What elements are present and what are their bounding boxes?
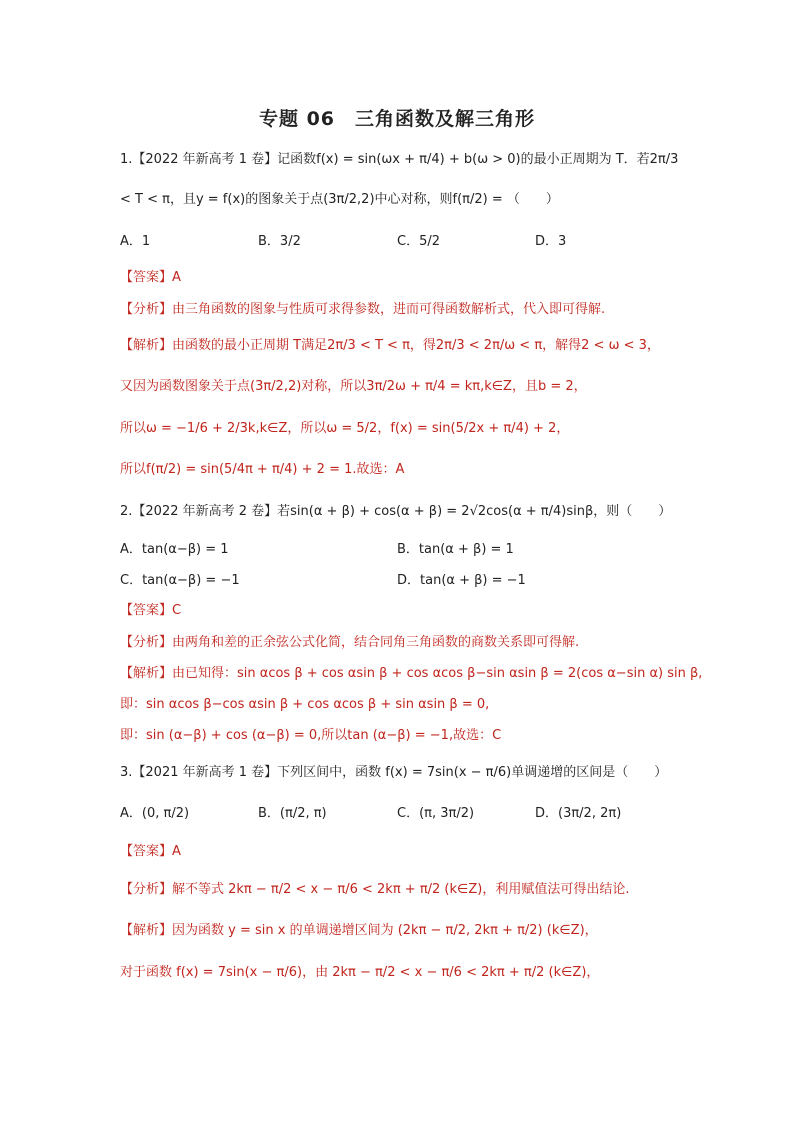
- q3-analysis: 【分析】解不等式 2kπ − π/2 < x − π/6 < 2kπ + π/2 (k∈Z)，利用赋值法可得出结论.: [120, 882, 630, 897]
- q2-option-b[interactable]: B．tan(α + β) = 1: [397, 542, 514, 557]
- q1-answer: 【答案】A: [120, 270, 181, 285]
- q3-option-c[interactable]: C．(π, 3π/2): [397, 806, 475, 821]
- q1-analysis: 【分析】由三角函数的图象与性质可求得参数，进而可得函数解析式，代入即可得解.: [120, 302, 606, 317]
- page-title: 专题 06 三角函数及解三角形: [258, 108, 536, 130]
- q2-option-d[interactable]: D．tan(α + β) = −1: [397, 573, 526, 588]
- q2-solution-line2: 即：sin αcos β−cos αsin β + cos αcos β + sin αsin β = 0,: [120, 697, 490, 712]
- q1-option-a[interactable]: A．1: [120, 234, 151, 249]
- q1-solution-line4: 所以f(π/2) = sin(5/4π + π/4) + 2 = 1.故选：A: [120, 462, 405, 477]
- q3-stem-line1: 3.【2021 年新高考 1 卷】下列区间中，函数 f(x) = 7sin(x − π/6)单调递增的区间是（ ）: [120, 765, 668, 780]
- q1-option-d[interactable]: D．3: [535, 234, 567, 249]
- q2-option-c[interactable]: C．tan(α−β) = −1: [120, 573, 240, 588]
- q1-option-c[interactable]: C．5/2: [397, 234, 440, 249]
- q2-option-a[interactable]: A．tan(α−β) = 1: [120, 542, 229, 557]
- q1-option-b[interactable]: B．3/2: [258, 234, 301, 249]
- q2-solution-line3: 即：sin (α−β) + cos (α−β) = 0,所以tan (α−β) = −1,故选：C: [120, 728, 502, 743]
- q3-option-a[interactable]: A．(0, π/2): [120, 806, 190, 821]
- q1-solution-line3: 所以ω = −1/6 + 2/3k,k∈Z，所以ω = 5/2，f(x) = sin(5/2x + π/4) + 2，: [120, 421, 570, 436]
- q1-stem-line1: 1.【2022 年新高考 1 卷】记函数f(x) = sin(ωx + π/4) + b(ω > 0)的最小正周期为 T．若2π/3: [120, 152, 679, 167]
- q3-solution-line1: 【解析】因为函数 y = sin x 的单调递增区间为 (2kπ − π/2, 2kπ + π/2) (k∈Z)，: [120, 923, 598, 938]
- q1-solution-line1: 【解析】由函数的最小正周期 T满足2π/3 < T < π，得2π/3 < 2π/ω < π，解得2 < ω < 3，: [120, 338, 660, 353]
- q2-analysis: 【分析】由两角和差的正余弦公式化简，结合同角三角函数的商数关系即可得解.: [120, 635, 580, 650]
- q2-solution-line1: 【解析】由已知得：sin αcos β + cos αsin β + cos αcos β−sin αsin β = 2(cos α−sin α) sin β,: [120, 666, 703, 681]
- q1-stem-line2: < T < π，且y = f(x)的图象关于点(3π/2,2)中心对称，则f(π/2) = （ ）: [120, 192, 559, 207]
- q1-solution-line2: 又因为函数图象关于点(3π/2,2)对称，所以3π/2ω + π/4 = kπ,k∈Z，且b = 2，: [120, 379, 587, 394]
- q3-option-b[interactable]: B．(π/2, π): [258, 806, 327, 821]
- q2-answer: 【答案】C: [120, 603, 182, 618]
- q3-answer: 【答案】A: [120, 844, 181, 859]
- q3-solution-line2: 对于函数 f(x) = 7sin(x − π/6)，由 2kπ − π/2 < x − π/6 < 2kπ + π/2 (k∈Z)，: [120, 965, 600, 980]
- q3-option-d[interactable]: D．(3π/2, 2π): [535, 806, 622, 821]
- q2-stem-line1: 2.【2022 年新高考 2 卷】若sin(α + β) + cos(α + β) = 2√2cos(α + π/4)sinβ，则（ ）: [120, 504, 672, 519]
